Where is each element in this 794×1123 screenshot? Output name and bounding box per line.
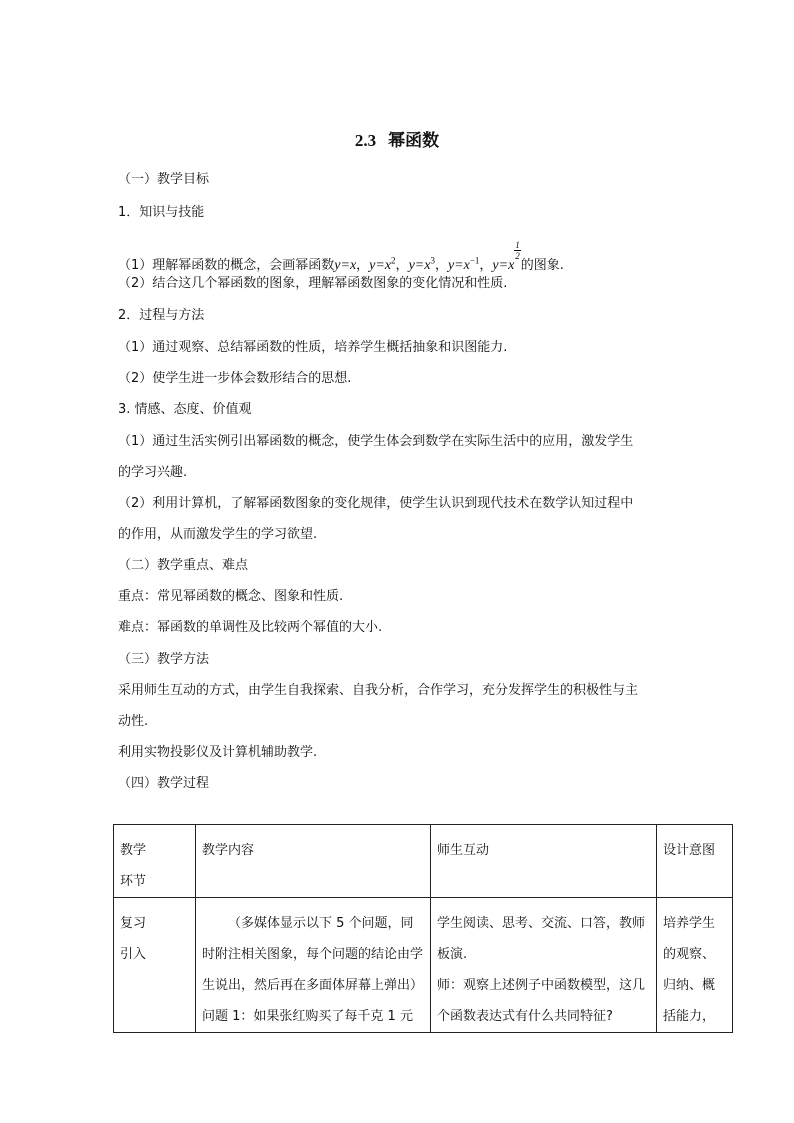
formula-exponent: 3 <box>430 255 435 266</box>
section-number: 2.3 <box>354 131 377 150</box>
formula-y-x-half <box>492 240 520 273</box>
heading-objectives: （一）教学目标 <box>118 172 210 187</box>
formula-y-x2 <box>369 255 396 273</box>
header-stage: 教学 环节 <box>114 825 196 898</box>
formula-base: y=x <box>447 258 470 273</box>
method-tools: 利用实物投影仪及计算机辅助教学. <box>118 745 318 760</box>
method-line2: 动性. <box>118 714 149 729</box>
fraction-numerator: 1 <box>515 240 520 250</box>
formula-y-x: y=x <box>334 258 357 273</box>
separator: ， <box>434 258 448 273</box>
separator: ， <box>395 258 409 273</box>
header-content: 教学内容 <box>196 825 431 898</box>
objective-1-2: （2）结合这几个幂函数的图象，理解幂函数图象的变化情况和性质. <box>118 276 508 291</box>
formula-exponent: 2 <box>391 255 396 266</box>
objective-3-2-line2: 的作用，从而激发学生的学习欲望. <box>118 527 318 542</box>
separator: ， <box>356 258 370 273</box>
formula-base: y=x <box>492 258 515 273</box>
objective-3-1-line1: （1）通过生活实例引出幂函数的概念，使学生体会到数学在实际生活中的应用，激发学生 <box>118 434 634 449</box>
cell-content: （多媒体显示以下 5 个问题，同时附注相关图象，每个问题的结论由学生说出，然后再在多面体屏幕上弹出）问题 1：如果张红购买了每千克 1 元 <box>196 898 431 1033</box>
title-text: 幂函数 <box>388 131 440 151</box>
table-header-row <box>114 825 733 898</box>
objective-3-1-line2: 的学习兴趣. <box>118 465 188 480</box>
objective-1-1-prefix: （1）理解幂函数的概念，会画幂函数 <box>118 258 335 273</box>
heading-knowledge-skills: 1．知识与技能 <box>118 205 205 220</box>
difficult-point: 难点：幂函数的单调性及比较两个幂值的大小. <box>118 620 383 635</box>
separator: ， <box>479 258 493 273</box>
objective-1-1-suffix: 的图象. <box>520 258 564 273</box>
heading-teaching-method: （三）教学方法 <box>118 652 210 667</box>
cell-stage: 复习 引入 <box>114 898 196 1033</box>
method-line1: 采用师生互动的方式，由学生自我探索、自我分析，合作学习，充分发挥学生的积极性与主 <box>118 683 639 698</box>
lesson-process-table <box>113 824 733 1033</box>
heading-key-points: （二）教学重点、难点 <box>118 558 249 573</box>
formula-base: y=x <box>408 258 431 273</box>
fraction-denominator: 2 <box>515 251 520 261</box>
page-title <box>0 126 794 151</box>
formula-exponent: −1 <box>469 255 480 266</box>
formula-y-x-inv <box>447 255 480 273</box>
objective-2-2: （2）使学生进一步体会数形结合的思想. <box>118 371 352 386</box>
heading-teaching-process: （四）教学过程 <box>118 776 210 791</box>
heading-emotion-values: 3. 情感、态度、价值观 <box>118 402 252 417</box>
objective-2-1: （1）通过观察、总结幂函数的性质，培养学生概括抽象和识图能力. <box>118 340 508 355</box>
formula-y-x3 <box>408 255 435 273</box>
objective-1-1 <box>118 240 564 274</box>
key-point: 重点：常见幂函数的概念、图象和性质. <box>118 589 344 604</box>
table-row <box>114 898 733 1033</box>
heading-process-method: 2．过程与方法 <box>118 308 205 323</box>
header-interaction: 师生互动 <box>431 825 657 898</box>
cell-intent: 培养学生的观察、归纳、概括能力， <box>657 898 733 1033</box>
header-intent: 设计意图 <box>657 825 733 898</box>
cell-interaction: 学生阅读、思考、交流、口答，教师板演. 师：观察上述例子中函数模型，这几个函数表达式有什么共同特征? <box>431 898 657 1033</box>
objective-3-2-line1: （2）利用计算机，了解幂函数图象的变化规律，使学生认识到现代技术在数学认知过程中 <box>118 496 634 511</box>
formula-base: y=x <box>369 258 392 273</box>
